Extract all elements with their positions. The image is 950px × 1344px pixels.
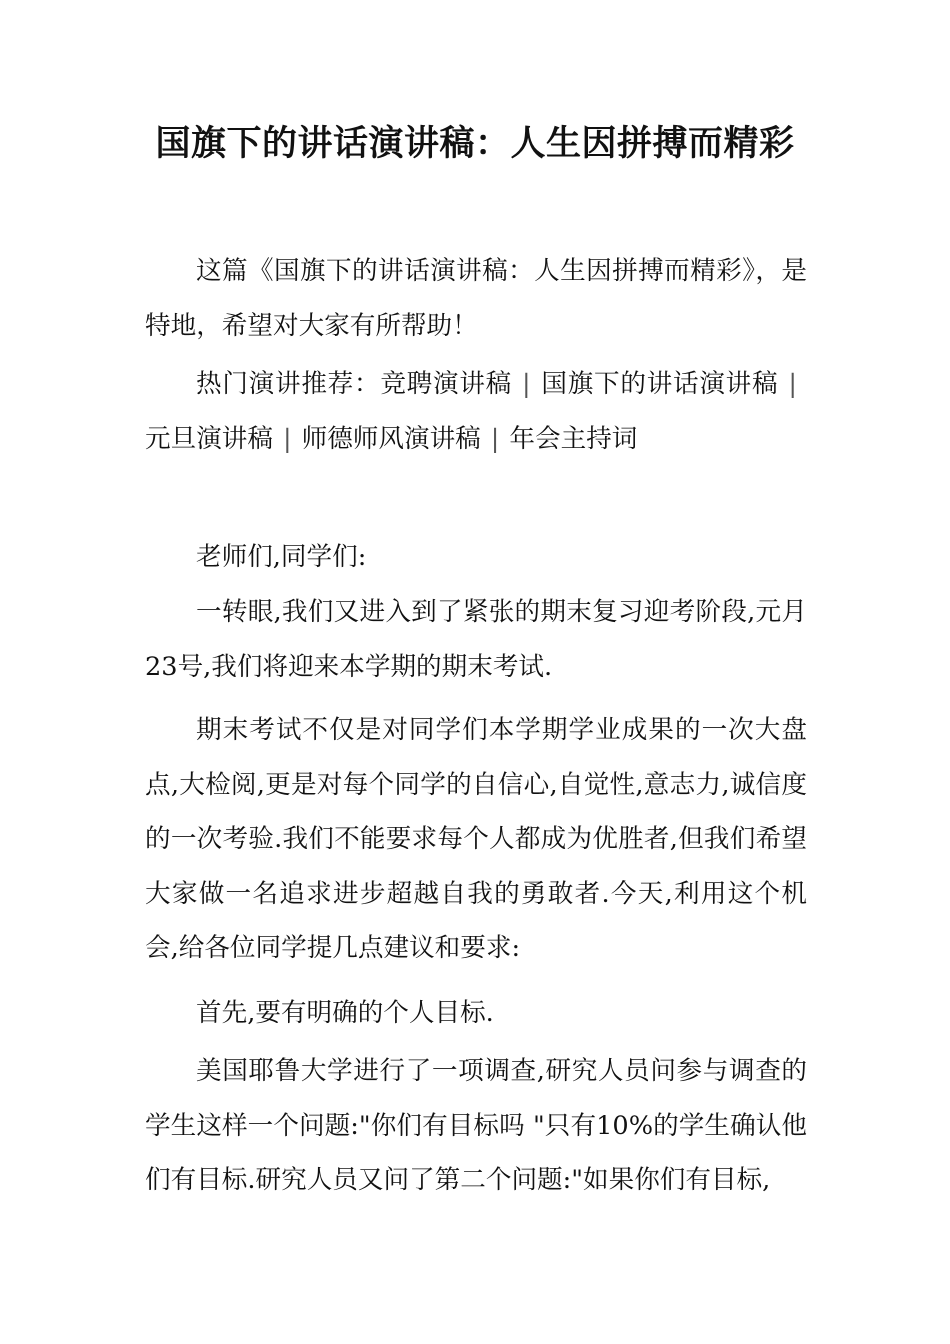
hot-link-5[interactable]: 年会主持词 bbox=[509, 423, 638, 454]
hot-recommendations bbox=[145, 357, 807, 466]
hot-link-4[interactable]: 师德师风演讲稿 bbox=[301, 423, 481, 454]
body-paragraph: 首先,要有明确的个人目标. bbox=[196, 998, 494, 1028]
salutation: 老师们,同学们: bbox=[196, 542, 367, 572]
document-title: 国旗下的讲话演讲稿：人生因拼搏而精彩 bbox=[155, 124, 795, 164]
hot-label: 热门演讲推荐： bbox=[196, 369, 381, 399]
intro-paragraph: 这篇《国旗下的讲话演讲稿：人生因拼搏而精彩》，是特地，希望对大家有所帮助！ bbox=[145, 256, 807, 341]
hot-link-3[interactable]: 元旦演讲稿 bbox=[145, 423, 273, 454]
body-paragraph: 美国耶鲁大学进行了一项调查,研究人员问参与调查的学生这样一个问题:"你们有目标吗 "只有10%的学生确认他们有目标.研究人员又问了第二个问题:"如果你们有目标, bbox=[145, 1056, 807, 1195]
separator: | bbox=[788, 369, 797, 399]
body-paragraph: 期末考试不仅是对同学们本学期学业成果的一次大盘点,大检阅,更是对每个同学的自信心,自觉性,意志力,诚信度的一次考验.我们不能要求每个人都成为优胜者,但我们希望大家做一名追求进步超越自我的勇敢者.今天,利用这个机会,给各位同学提几点建议和要求: bbox=[145, 715, 807, 963]
hot-link-1[interactable]: 竞聘演讲稿 bbox=[380, 369, 512, 399]
separator: | bbox=[282, 423, 292, 454]
body-paragraph: 一转眼,我们又进入到了紧张的期末复习迎考阶段,元月23号,我们将迎来本学期的期末考试. bbox=[145, 597, 807, 682]
separator: | bbox=[522, 369, 531, 399]
hot-link-2[interactable]: 国旗下的讲话演讲稿 bbox=[540, 369, 779, 399]
separator: | bbox=[490, 423, 500, 454]
